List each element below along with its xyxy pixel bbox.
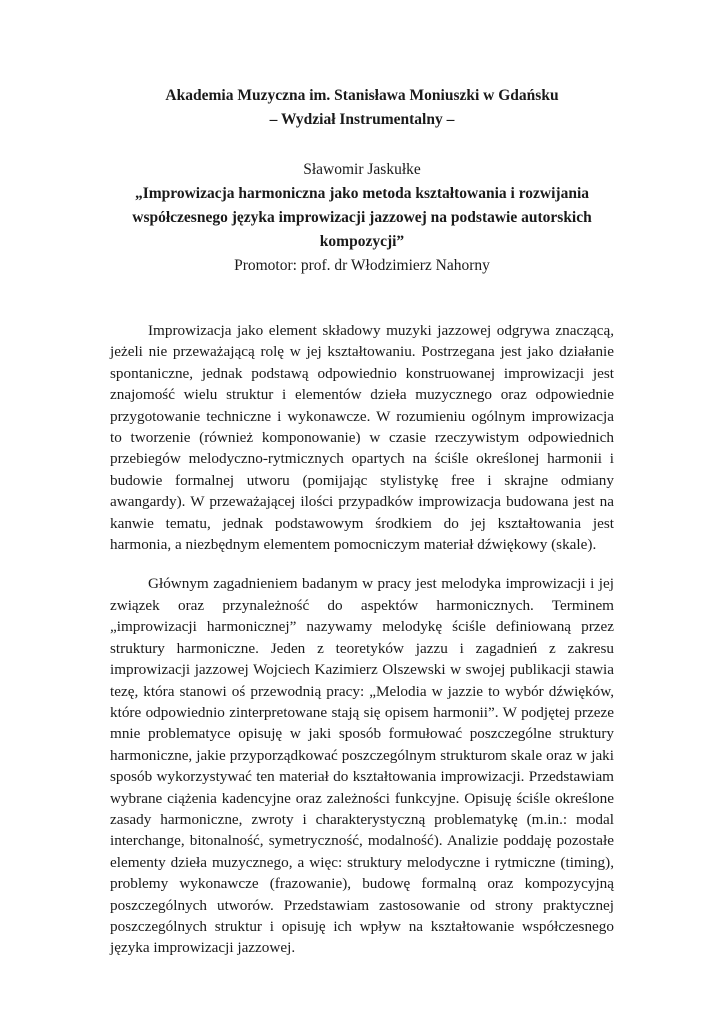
thesis-title-line-1: „Improwizacja harmoniczna jako metoda kształtowania i rozwijania [134,185,590,202]
thesis-title-line-2: współczesnego języka improwizacji jazzowej na podstawie autorskich [132,209,592,226]
paragraph-2: Głównym zagadnieniem badanym w pracy jest melodyka improwizacji i jej związek oraz przynależność do aspektów harmonicznych. Terminem „improwizacji harmonicznej” nazywamy melodykę ściśle definiowaną przez struktury harmoniczne. Jeden z teoretyków jazzu i zagadnień z zakresu improwizacji jazzowej Wojciech Kazimierz Olszewski w swojej publikacji stawia tezę, która stanowi oś przewodnią pracy: „Melodia w jazzie to wybór dźwięków, które odpowiednio zinterpretowane stają się opisem harmonii”. W podjętej przeze mnie problematyce opisuję w jaki sposób formułować poszczególne struktury harmoniczne, jakie przyporządkować poszczególnym strukturom skale oraz w jaki sposób wykorzystywać ten materiał do kształtowania improwizacji. Przedstawiam wybrane ciążenia kadencyjne oraz zależności funkcyjne. Opisuję ściśle określone zasady harmoniczne, zwroty i charakterystyczną problematykę (m.in.: modal interchange, bitonalność, symetryczność, modalność). Analizie poddaję pozostałe elementy dzieła muzycznego, a więc: struktury melodyczne i rytmiczne (timing), problemy wykonawcze (frazowanie), budowę formalną oraz kompozycyjną poszczególnych utworów. Przedstawiam zastosowanie od strony praktycznej poszczególnych struktur i opisuję ich wpływ na kształtowanie współczesnego języka improwizacji jazzowej. [110,575,614,957]
promoter-line: Promotor: prof. dr Włodzimierz Nahorny [234,257,490,274]
department-name: – Wydział Instrumentalny – [269,111,455,128]
header-spacer [110,132,614,158]
document-body [110,320,614,977]
institution-name: Akademia Muzyczna im. Stanisława Moniuszki w Gdańsku [165,87,559,104]
document-header [110,84,614,278]
author-name: Sławomir Jaskułke [303,161,421,178]
thesis-title-line-3: kompozycji” [319,233,405,250]
paragraph-1: Improwizacja jako element składowy muzyki jazzowej odgrywa znaczącą, jeżeli nie przeważającą rolę w jej kształtowaniu. Postrzegana jest jako działanie spontaniczne, jednak podstawą odpowiednio konstruowanej improwizacji jest znajomość wielu struktur i elementów dzieła muzycznego oraz odpowiednie przygotowanie techniczne i wykonawcze. W rozumieniu ogólnym improwizacja to tworzenie (również komponowanie) w czasie rzeczywistym odpowiednich przebiegów melodyczno-rytmicznych opartych na ściśle określonej harmonii i budowie formalnej utworu (pomijając stylistykę free i skrajne odmiany awangardy). W przeważającej ilości przypadków improwizacja budowana jest na kanwie tematu, jednak podstawowym środkiem do jej kształtowania jest harmonia, a niezbędnym elementem pomocniczym materiał dźwiękowy (skale). [110,322,614,554]
